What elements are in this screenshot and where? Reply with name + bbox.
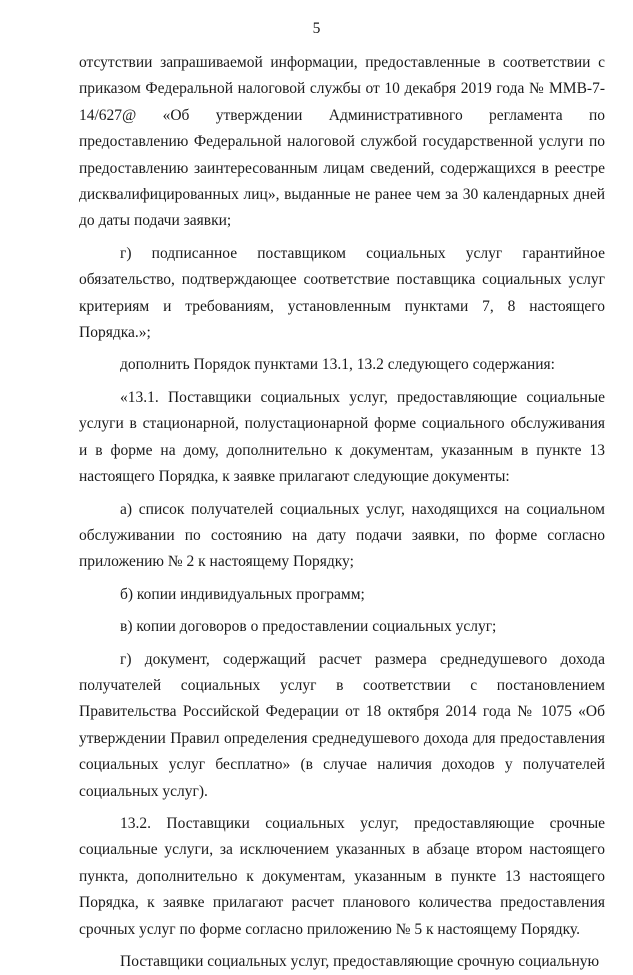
paragraph-item-b: б) копии индивидуальных программ;: [120, 585, 365, 603]
paragraph-item-g-income: г) документ, содержащий расчет размера среднедушевого дохода получателей социальных услуг в соответствии с постановлением Правительства Российской Федерации от 18 октября 2014 года № 1075 «Об утверждении Правил определения среднедушевого дохода для предоставления социальных услуг бесплатно» (в случае наличия доходов у получателей социальных услуг).: [79, 650, 605, 800]
page-number: 5: [312, 20, 321, 37]
paragraph-item-v: в) копии договоров о предоставлении социальных услуг;: [120, 618, 497, 636]
paragraph-13-1: «13.1. Поставщики социальных услуг, предоставляющие социальные услуги в стационарной, полустационарной форме социального обслуживания и в форме на дому, дополнительно к документам, указанным в пункте 13 настоящего Порядка, к заявке прилагают следующие документы:: [79, 388, 605, 486]
paragraph-urgent-providers: Поставщики социальных услуг, предоставляющие срочную социальную: [120, 953, 600, 970]
paragraph-13-2: 13.2. Поставщики социальных услуг, предоставляющие срочные социальные услуги, за исключением указанных в абзаце втором настоящего пункта, дополнительно к документам, указанным в пункте 13 настоящего Порядка, к заявке прилагают расчет планового количества предоставления срочных услуг по форме согласно приложению № 5 к настоящему Порядку.: [79, 814, 605, 938]
paragraph-continuation: отсутствии запрашиваемой информации, предоставленные в соответствии с приказом Федеральной налоговой службы от 10 декабря 2019 года № ММВ-7-14/627@ «Об утверждении Административного регламента по предоставлению Федеральной налоговой службой государственной услуги по предоставлению заинтересованным лицам сведений, содержащихся в реестре дисквалифицированных лиц», выданные не ранее чем за 30 календарных дней до даты подачи заявки;: [79, 54, 605, 230]
paragraph-item-a: а) список получателей социальных услуг, находящихся на социальном обслуживании по состоянию на дату подачи заявки, по форме согласно приложению № 2 к настоящему Порядку;: [79, 500, 605, 571]
paragraph-amendment-intro: дополнить Порядок пунктами 13.1, 13.2 следующего содержания:: [120, 356, 555, 374]
document-body: [79, 50, 605, 975]
paragraph-item-g-guarantee: г) подписанное поставщиком социальных услуг гарантийное обязательство, подтверждающее соответствие поставщика социальных услуг критериям и требованиям, установленным пунктами 7, 8 настоящего Порядка.»;: [79, 244, 605, 342]
